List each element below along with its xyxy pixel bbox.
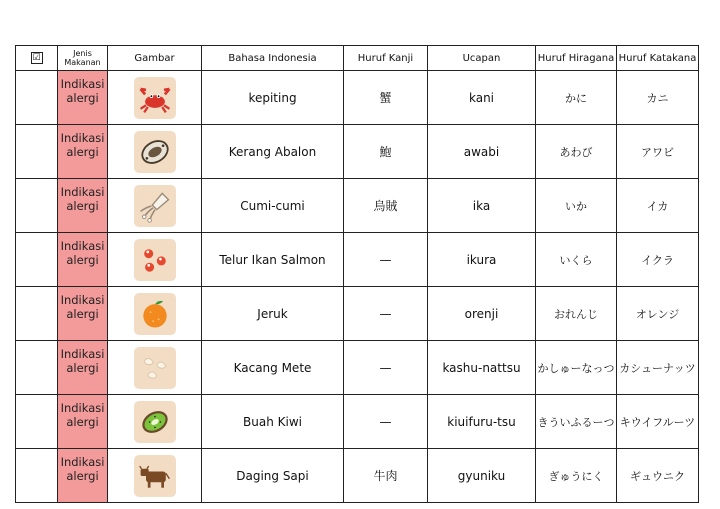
checkbox-cell[interactable] [16, 71, 58, 125]
katakana-word: アワビ [617, 125, 699, 179]
allergy-label: Indikasi alergi [58, 125, 108, 179]
squid-icon [137, 188, 173, 224]
image-cell [108, 71, 202, 125]
allergy-label: Indikasi alergi [58, 71, 108, 125]
kanji-word: — [344, 395, 428, 449]
kanji-word: — [344, 233, 428, 287]
image-cell [108, 125, 202, 179]
allergy-label: Indikasi alergi [58, 179, 108, 233]
indonesian-word: Buah Kiwi [202, 395, 344, 449]
hiragana-word: きういふるーつ [536, 395, 617, 449]
cashew-icon [137, 350, 173, 386]
image-cell [108, 233, 202, 287]
table-row [16, 233, 699, 287]
indonesian-word: Jeruk [202, 287, 344, 341]
allergy-label: Indikasi alergi [58, 341, 108, 395]
hiragana-word: いか [536, 179, 617, 233]
kanji-word: 烏賊 [344, 179, 428, 233]
hiragana-word: おれんじ [536, 287, 617, 341]
katakana-word: キウイフルーツ [617, 395, 699, 449]
kanji-word: — [344, 341, 428, 395]
katakana-word: イカ [617, 179, 699, 233]
indonesian-word: kepiting [202, 71, 344, 125]
header-katakana: Huruf Katakana [617, 46, 699, 71]
checkbox-cell[interactable] [16, 287, 58, 341]
table-row [16, 341, 699, 395]
header-jenis: Jenis Makanan [58, 46, 108, 71]
katakana-word: カニ [617, 71, 699, 125]
checkbox-header[interactable] [16, 46, 58, 71]
salmon-roe-icon [137, 242, 173, 278]
kiwi-icon [137, 404, 173, 440]
kanji-word: 蟹 [344, 71, 428, 125]
indonesian-word: Kacang Mete [202, 341, 344, 395]
table-row [16, 287, 699, 341]
pronunciation: orenji [428, 287, 536, 341]
header-row [16, 46, 699, 71]
image-cell [108, 341, 202, 395]
table-row [16, 395, 699, 449]
header-hiragana: Huruf Hiragana [536, 46, 617, 71]
header-indonesia: Bahasa Indonesia [202, 46, 344, 71]
table-row [16, 125, 699, 179]
allergy-label: Indikasi alergi [58, 233, 108, 287]
hiragana-word: かに [536, 71, 617, 125]
indonesian-word: Cumi-cumi [202, 179, 344, 233]
table-row [16, 179, 699, 233]
pronunciation: gyuniku [428, 449, 536, 503]
table-row [16, 71, 699, 125]
katakana-word: オレンジ [617, 287, 699, 341]
crab-icon [137, 80, 173, 116]
cow-icon [137, 458, 173, 494]
pronunciation: awabi [428, 125, 536, 179]
allergy-vocabulary-table [15, 45, 699, 503]
checkbox-cell[interactable] [16, 395, 58, 449]
header-ucapan: Ucapan [428, 46, 536, 71]
katakana-word: ギュウニク [617, 449, 699, 503]
indonesian-word: Kerang Abalon [202, 125, 344, 179]
pronunciation: kiuifuru-tsu [428, 395, 536, 449]
hiragana-word: かしゅーなっつ [536, 341, 617, 395]
orange-icon [137, 296, 173, 332]
allergy-label: Indikasi alergi [58, 449, 108, 503]
hiragana-word: あわび [536, 125, 617, 179]
checkbox-cell[interactable] [16, 449, 58, 503]
kanji-word: — [344, 287, 428, 341]
header-kanji: Huruf Kanji [344, 46, 428, 71]
katakana-word: イクラ [617, 233, 699, 287]
header-gambar: Gambar [108, 46, 202, 71]
pronunciation: ikura [428, 233, 536, 287]
image-cell [108, 179, 202, 233]
kanji-word: 牛肉 [344, 449, 428, 503]
hiragana-word: いくら [536, 233, 617, 287]
image-cell [108, 449, 202, 503]
checkbox-cell[interactable] [16, 341, 58, 395]
pronunciation: ika [428, 179, 536, 233]
image-cell [108, 287, 202, 341]
hiragana-word: ぎゅうにく [536, 449, 617, 503]
abalone-icon [137, 134, 173, 170]
pronunciation: kashu-nattsu [428, 341, 536, 395]
checkbox-cell[interactable] [16, 233, 58, 287]
indonesian-word: Daging Sapi [202, 449, 344, 503]
indonesian-word: Telur Ikan Salmon [202, 233, 344, 287]
image-cell [108, 395, 202, 449]
checkbox-icon[interactable]: ☑ [32, 53, 41, 63]
katakana-word: カシューナッツ [617, 341, 699, 395]
allergy-label: Indikasi alergi [58, 395, 108, 449]
allergy-label: Indikasi alergi [58, 287, 108, 341]
checkbox-cell[interactable] [16, 179, 58, 233]
pronunciation: kani [428, 71, 536, 125]
checkbox-cell[interactable] [16, 125, 58, 179]
kanji-word: 鮑 [344, 125, 428, 179]
table-row [16, 449, 699, 503]
